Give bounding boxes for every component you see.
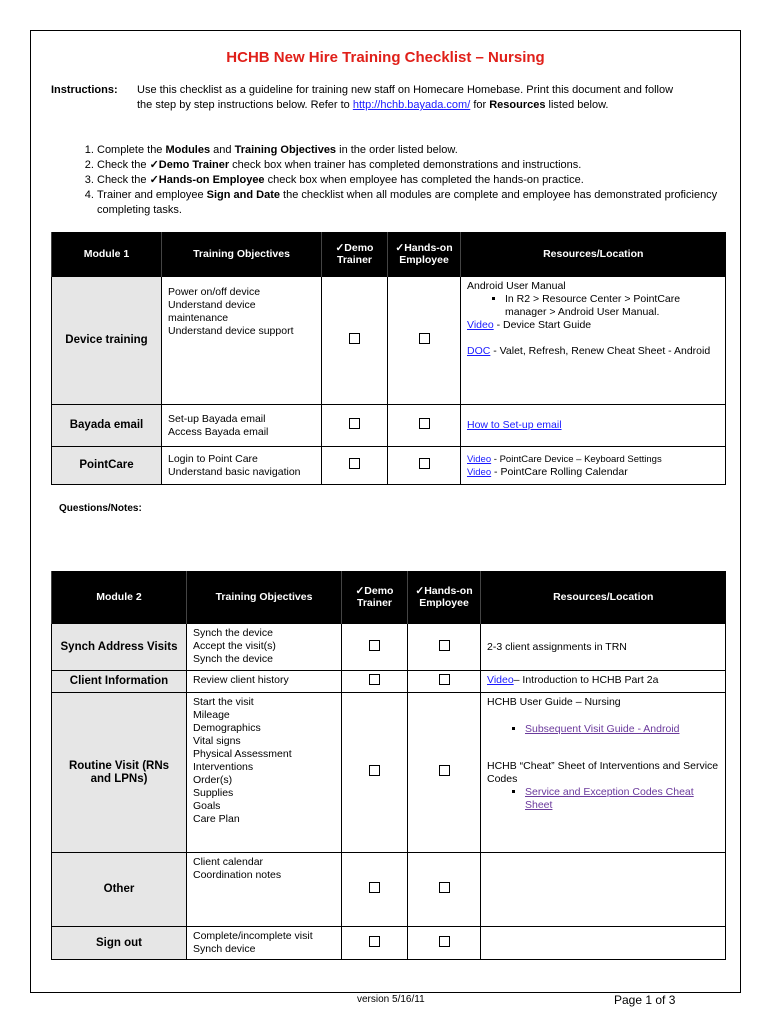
resources-cell — [481, 693, 726, 853]
hands-checkbox[interactable] — [419, 418, 430, 429]
objectives-cell: Synch the device Accept the visit(s) Synch the device — [187, 624, 342, 671]
hands-checkbox-cell — [408, 693, 481, 853]
objectives-header: Training Objectives — [187, 571, 342, 624]
table-row — [52, 447, 726, 485]
resource-bullet: ▪ In R2 > Resource Center > PointCare manager > Android User Manual. — [505, 293, 719, 319]
module1-header — [52, 232, 726, 277]
version-label: version 5/16/11 — [357, 994, 425, 1005]
hands-checkbox-cell — [408, 624, 481, 671]
objectives-cell: Review client history — [187, 671, 342, 693]
demo-checkbox-cell — [322, 447, 388, 485]
demo-checkbox-cell — [342, 927, 408, 960]
module-name: Synch Address Visits — [52, 624, 187, 671]
demo-checkbox[interactable] — [349, 458, 360, 469]
module2-header — [52, 571, 726, 624]
service-codes-link[interactable]: Service and Exception Codes Cheat Sheet — [525, 786, 694, 811]
document-page — [30, 30, 741, 993]
demo-trainer-header: ✓Demo Trainer — [342, 571, 408, 624]
hands-checkbox[interactable] — [439, 765, 450, 776]
module2-table — [51, 571, 726, 960]
hands-checkbox[interactable] — [439, 674, 450, 685]
resources-cell — [481, 853, 726, 927]
module-name: Routine Visit (RNs and LPNs) — [52, 693, 187, 853]
subsequent-visit-link[interactable]: Subsequent Visit Guide - Android — [525, 723, 680, 735]
step-item: 2. Check the ✓Demo Trainer check box when trainer has completed demonstrations and instructions. — [97, 158, 737, 173]
document-title: HCHB New Hire Training Checklist – Nursing — [226, 49, 545, 66]
step-item: 1. Complete the Modules and Training Objectives in the order listed below. — [97, 143, 737, 158]
module1-title: Module 1 — [52, 232, 162, 277]
instructions-end: listed below. — [545, 99, 609, 111]
hands-checkbox[interactable] — [439, 936, 450, 947]
hands-checkbox[interactable] — [419, 458, 430, 469]
module-name: Device training — [52, 277, 162, 405]
questions-notes-label: Questions/Notes: — [59, 503, 142, 514]
objectives-cell: Client calendar Coordination notes — [187, 853, 342, 927]
resource-title: HCHB “Cheat” Sheet of Interventions and Service Codes — [487, 760, 719, 785]
doc-link[interactable]: DOC — [467, 345, 491, 357]
hands-checkbox-cell — [388, 277, 461, 405]
video-link[interactable]: Video — [487, 674, 514, 686]
module-name: PointCare — [52, 447, 162, 485]
objectives-cell: Power on/off device Understand device maintenance Understand device support — [162, 277, 322, 405]
demo-checkbox-cell — [342, 693, 408, 853]
video-link[interactable]: Video — [467, 466, 492, 478]
table-row — [52, 853, 726, 927]
hands-checkbox-cell — [408, 927, 481, 960]
resources-header: Resources/Location — [461, 232, 726, 277]
step-item: 3. Check the ✓Hands-on Employee check box when employee has completed the hands-on practice. — [97, 173, 737, 188]
objectives-header: Training Objectives — [162, 232, 322, 277]
demo-checkbox[interactable] — [349, 418, 360, 429]
table-row — [52, 671, 726, 693]
demo-checkbox[interactable] — [369, 936, 380, 947]
resources-cell — [461, 405, 726, 447]
demo-checkbox[interactable] — [349, 333, 360, 344]
page-number: Page 1 of 3 — [614, 993, 676, 1007]
hands-checkbox[interactable] — [439, 882, 450, 893]
hands-checkbox[interactable] — [419, 333, 430, 344]
table-row — [52, 693, 726, 853]
resource-title: HCHB User Guide – Nursing — [487, 696, 621, 708]
demo-checkbox[interactable] — [369, 640, 380, 651]
module2-title: Module 2 — [52, 571, 187, 624]
hands-checkbox[interactable] — [439, 640, 450, 651]
objectives-cell: Start the visit Mileage Demographics Vital signs Physical Assessment Interventions Order(s) Supplies Goals Care Plan — [187, 693, 342, 853]
video-link[interactable]: Video — [467, 453, 492, 465]
hands-checkbox-cell — [408, 671, 481, 693]
hands-on-header: ✓Hands-on Employee — [388, 232, 461, 277]
objectives-cell: Set-up Bayada email Access Bayada email — [162, 405, 322, 447]
module-name: Bayada email — [52, 405, 162, 447]
module-name: Other — [52, 853, 187, 927]
table-row — [52, 277, 726, 405]
demo-checkbox[interactable] — [369, 674, 380, 685]
email-setup-link[interactable]: How to Set-up email — [467, 419, 562, 431]
resources-word: Resources — [489, 99, 546, 111]
demo-checkbox[interactable] — [369, 882, 380, 893]
demo-checkbox-cell — [322, 277, 388, 405]
steps-list — [51, 143, 737, 218]
module1-table — [51, 232, 726, 485]
hands-checkbox-cell — [408, 853, 481, 927]
resources-cell: 2-3 client assignments in TRN — [481, 624, 726, 671]
hands-checkbox-cell — [388, 447, 461, 485]
video-link[interactable]: Video — [467, 319, 494, 331]
demo-checkbox[interactable] — [369, 765, 380, 776]
resource-title: Android User Manual — [467, 280, 566, 292]
module-name: Sign out — [52, 927, 187, 960]
step-item: 4. Trainer and employee Sign and Date the checklist when all modules are complete and employee has demonstrated proficiency completing tasks. — [97, 188, 737, 218]
instructions-after-link: for — [470, 99, 490, 111]
hchb-link[interactable]: http://hchb.bayada.com/ — [352, 99, 471, 111]
table-row — [52, 405, 726, 447]
instructions — [51, 83, 691, 113]
demo-checkbox-cell — [322, 405, 388, 447]
table-row — [52, 927, 726, 960]
hands-on-header: ✓Hands-on Employee — [408, 571, 481, 624]
demo-trainer-header: ✓Demo Trainer — [322, 232, 388, 277]
instructions-text — [137, 83, 691, 113]
instructions-label: Instructions: — [51, 84, 118, 96]
resources-cell — [481, 927, 726, 960]
resources-cell: Android User Manual ▪ In R2 > Resource Center > PointCare manager > Android User Manual. Video - Device Start Guide DOC - Valet, Refresh, Renew Cheat Sheet - Android — [461, 277, 726, 405]
hands-checkbox-cell — [388, 405, 461, 447]
objectives-cell: Complete/incomplete visit Synch device — [187, 927, 342, 960]
table-row — [52, 624, 726, 671]
instructions-line: Use this checklist as a guideline for training new staff on Homecare Homebase. Print this document and follow the step by step instructions below. Refer to — [137, 84, 674, 111]
resources-header: Resources/Location — [481, 571, 726, 624]
objectives-cell: Login to Point Care Understand basic navigation — [162, 447, 322, 485]
resources-cell: Video - PointCare Device – Keyboard Settings Video - PointCare Rolling Calendar — [461, 447, 726, 485]
demo-checkbox-cell — [342, 624, 408, 671]
demo-checkbox-cell — [342, 671, 408, 693]
module-name: Client Information — [52, 671, 187, 693]
resources-cell: Video– Introduction to HCHB Part 2a — [481, 671, 726, 693]
demo-checkbox-cell — [342, 853, 408, 927]
